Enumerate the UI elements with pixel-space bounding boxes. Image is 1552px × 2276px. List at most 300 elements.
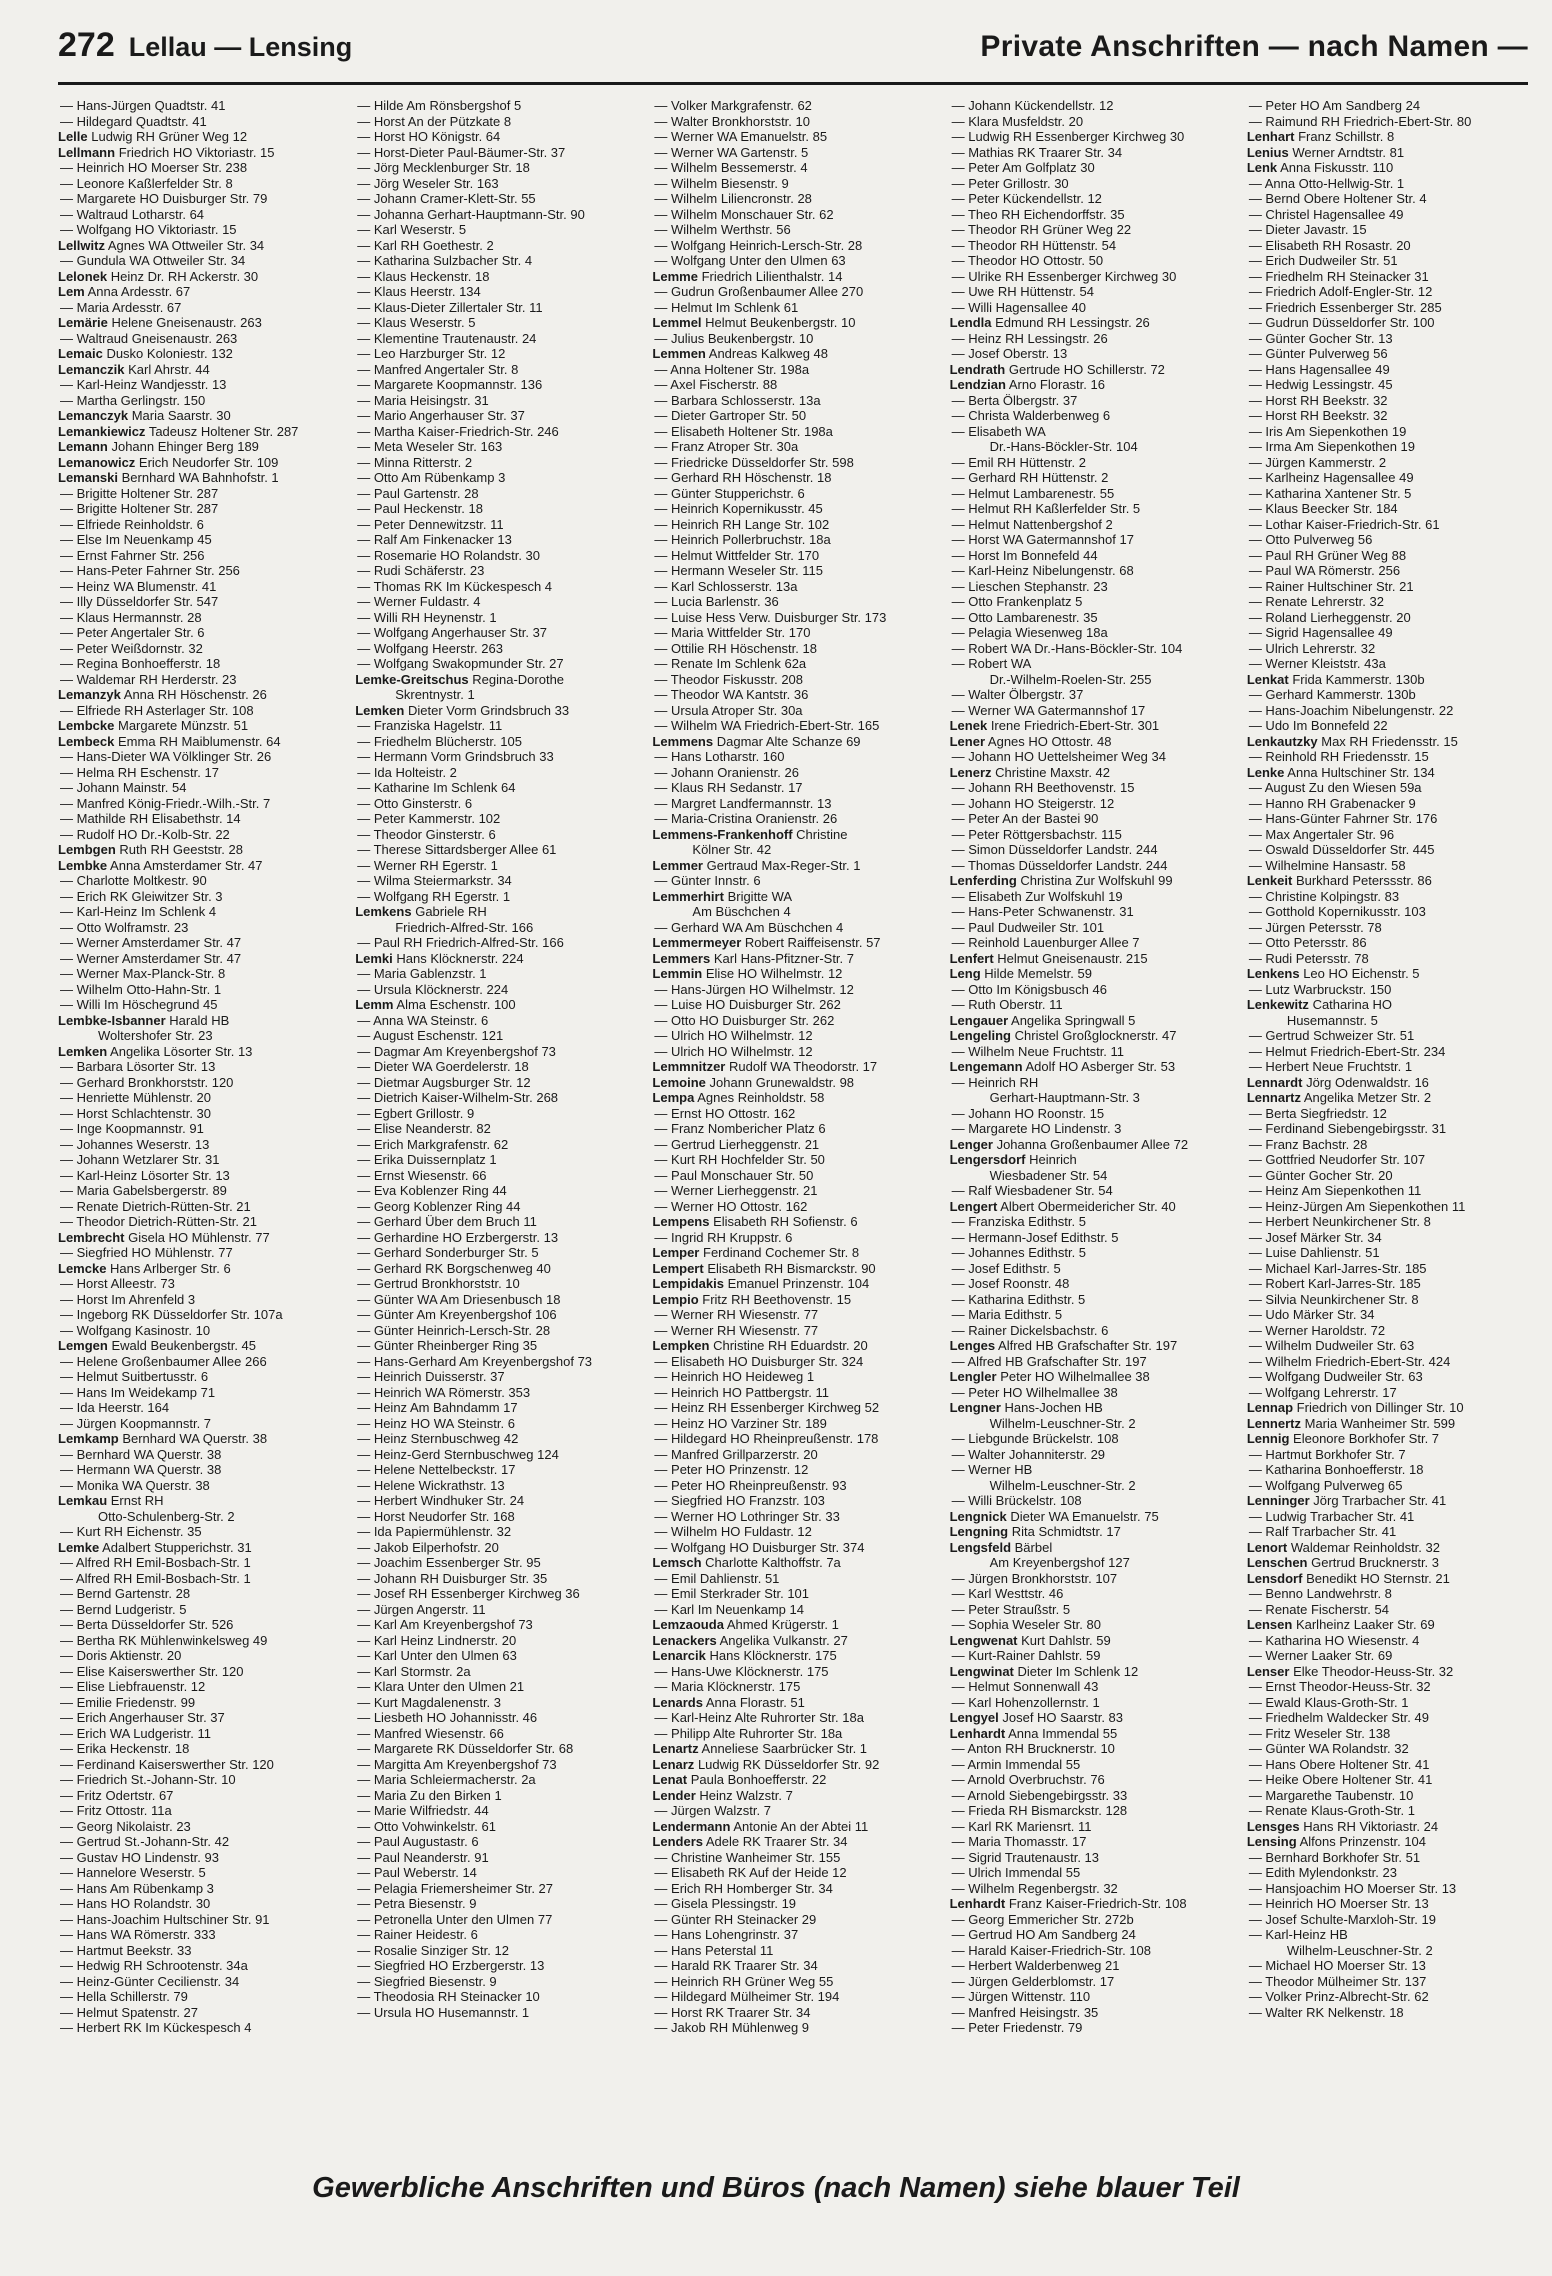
surname: Lengner <box>949 1400 1001 1415</box>
entry-text: Ludwig RH Grüner Weg 12 <box>91 129 248 144</box>
entry-text: — Heinrich RH Lange Str. 102 <box>654 516 830 532</box>
surname: Lenhardt <box>949 1896 1006 1911</box>
entry-text: — Peter Angertaler Str. 6 <box>60 625 205 640</box>
entry-text: — Margarete Koopmannstr. 136 <box>357 377 543 392</box>
entry-text: — Bernd Obere Holtener Str. 4 <box>1248 191 1427 206</box>
listing-entry <box>58 1214 345 1230</box>
entry-text: — Gudrun Großenbaumer Allee 270 <box>654 284 864 299</box>
entry-text: Skrentnystr. 1 <box>395 687 475 702</box>
listing-entry <box>58 1974 345 1990</box>
listing-entry <box>950 2005 1237 2021</box>
listing-entry <box>950 1493 1237 1509</box>
entry-text: Christine Maxstr. 42 <box>995 764 1111 780</box>
listing-entry <box>950 284 1237 300</box>
entry-text: — Sigrid Hagensallee 49 <box>1248 625 1393 640</box>
surname-entry <box>950 873 1237 889</box>
listing-entry <box>652 1524 939 1540</box>
surname: Lengwenat <box>949 1632 1018 1648</box>
surname-entry <box>652 1245 939 1261</box>
entry-text: — Karl-Heinz Alte Ruhrorter Str. 18a <box>654 1710 864 1725</box>
entry-text: — Alfred RH Emil-Bosbach-Str. 1 <box>60 1570 251 1586</box>
listing-entry <box>652 687 939 703</box>
listing-entry <box>950 1819 1237 1835</box>
surname: Lelonek <box>58 268 108 284</box>
entry-text: — Heinrich Kopernikusstr. 45 <box>654 501 823 516</box>
entry-text: — Heinz RH Essenberger Kirchweg 52 <box>654 1400 880 1415</box>
entry-text: — Horst Im Bonnefeld 44 <box>951 547 1098 563</box>
listing-entry <box>355 1214 642 1230</box>
listing-entry <box>58 1323 345 1339</box>
listing-entry <box>1247 889 1534 905</box>
entry-text: — Helmut Suitbertusstr. 6 <box>60 1369 209 1384</box>
listing-entry <box>58 300 345 316</box>
surname: Lender <box>652 1787 696 1803</box>
listing-entry <box>355 222 642 238</box>
surname: Lenger <box>949 1136 993 1152</box>
listing-entry <box>58 2020 345 2036</box>
entry-text: Am Kreyenbergshof 127 <box>989 1555 1130 1570</box>
listing-entry <box>652 1400 939 1416</box>
listing-entry <box>1247 346 1534 362</box>
entry-text: Christel Großglocknerstr. 47 <box>1014 1028 1177 1043</box>
entry-text: — Renate Dietrich-Rütten-Str. 21 <box>60 1198 251 1214</box>
entry-text: — Günter Heinrich-Lersch-Str. 28 <box>357 1322 551 1338</box>
entry-text: — Werner Laaker Str. 69 <box>1248 1648 1393 1663</box>
listing-entry <box>1247 1168 1534 1184</box>
entry-text: — Franziska Edithstr. 5 <box>951 1214 1086 1229</box>
entry-text: — Erika Duissernplatz 1 <box>357 1152 497 1167</box>
listing-entry <box>950 1292 1237 1308</box>
listing-entry <box>652 579 939 595</box>
surname: Lennig <box>1246 1431 1290 1446</box>
entry-text: — Heinrich WA Römerstr. 353 <box>357 1384 531 1400</box>
surname: Lengemann <box>949 1059 1023 1074</box>
entry-text: Anneliese Saarbrücker Str. 1 <box>701 1741 868 1756</box>
entry-text: — Herbert Windhuker Str. 24 <box>357 1493 525 1508</box>
entry-text: — Hedwig RH Schrootenstr. 34a <box>60 1958 248 1973</box>
entry-text: — Katharina Edithstr. 5 <box>951 1291 1086 1307</box>
entry-text: — Hannelore Weserstr. 5 <box>60 1865 206 1880</box>
surname-entry <box>950 734 1237 750</box>
listing-entry <box>1247 1462 1534 1478</box>
surname: Lemankiewicz <box>58 423 146 439</box>
entry-text: Waldemar Reinholdstr. 32 <box>1290 1539 1440 1555</box>
entry-text: — Dagmar Am Kreyenbergshof 73 <box>357 1043 556 1059</box>
listing-entry <box>652 362 939 378</box>
entry-text: Johann Grunewaldstr. 98 <box>709 1074 855 1090</box>
listing-entry <box>355 1276 642 1292</box>
listing-entry <box>58 780 345 796</box>
surname: Lembrecht <box>58 1229 125 1245</box>
listing-entry <box>652 2005 939 2021</box>
entry-text: — Volker Markgrafenstr. 62 <box>654 98 812 113</box>
listing-entry <box>652 300 939 316</box>
listing-entry <box>58 1834 345 1850</box>
entry-text: — Paul Neanderstr. 91 <box>357 1849 489 1865</box>
listing-entry <box>355 1075 642 1091</box>
entry-text: Ferdinand Cochemer Str. 8 <box>703 1245 860 1260</box>
entry-text: — Reinhold Lauenburger Allee 7 <box>951 935 1140 950</box>
entry-text: — Theodor WA Kantstr. 36 <box>654 687 809 702</box>
entry-text: — Erich RK Gleiwitzer Str. 3 <box>60 888 223 904</box>
listing-entry <box>355 1726 642 1742</box>
listing-entry <box>58 1168 345 1184</box>
entry-text: — Josef Schulte-Marxloh-Str. 19 <box>1248 1911 1436 1927</box>
listing-entry <box>652 1028 939 1044</box>
entry-text: — Wolfgang HO Viktoriastr. 15 <box>60 222 237 237</box>
surname: Lenhart <box>1246 129 1295 144</box>
address-continuation <box>950 439 1237 455</box>
listing-entry <box>652 455 939 471</box>
surname-entry <box>652 1276 939 1292</box>
entry-text: — Werner WA Emanuelstr. 85 <box>654 129 828 144</box>
listing-entry <box>58 625 345 641</box>
entry-text: — Horst RH Beekstr. 32 <box>1248 408 1388 423</box>
listing-entry <box>355 1881 642 1897</box>
entry-text: — Ulrike RH Essenberger Kirchweg 30 <box>951 268 1177 284</box>
listing-entry <box>950 1865 1237 1881</box>
entry-text: Albert Obermeidericher Str. 40 <box>1000 1198 1176 1214</box>
listing-entry <box>652 114 939 130</box>
entry-text: Gertrude HO Schillerstr. 72 <box>1008 361 1165 377</box>
entry-text: — Wilhelmine Hansastr. 58 <box>1248 857 1406 873</box>
entry-text: — Wilhelm Friedrich-Ebert-Str. 424 <box>1248 1353 1451 1369</box>
listing-entry <box>58 1307 345 1323</box>
entry-text: — Theodor Mülheimer Str. 137 <box>1248 1973 1427 1989</box>
entry-text: — Fritz Odertstr. 67 <box>60 1787 174 1803</box>
entry-text: — Gerhard Über dem Bruch 11 <box>357 1214 537 1229</box>
listing-entry <box>355 718 642 734</box>
listing-entry <box>950 408 1237 424</box>
listing-entry <box>950 1075 1237 1091</box>
entry-text: — Klaus-Dieter Zillertaler Str. 11 <box>357 299 543 315</box>
address-continuation <box>950 1168 1237 1184</box>
listing-entry <box>355 1865 642 1881</box>
listing-entry <box>652 129 939 145</box>
entry-text: Wilhelm-Leuschner-Str. 2 <box>989 1415 1136 1431</box>
listing-entry <box>950 424 1237 440</box>
entry-text: — Ursula Klöcknerstr. 224 <box>357 981 509 997</box>
listing-entry <box>58 563 345 579</box>
entry-text: — Maria Gabelsbergerstr. 89 <box>60 1183 227 1198</box>
entry-text: Emma RH Maiblumenstr. 64 <box>118 733 281 749</box>
surname: Lemmnitzer <box>652 1059 726 1074</box>
footer-note: Gewerbliche Anschriften und Büros (nach Namen) siehe blauer Teil <box>312 2172 1240 2204</box>
entry-text: Heinrich <box>1029 1152 1077 1167</box>
listing-entry <box>58 579 345 595</box>
listing-entry <box>1247 1881 1534 1897</box>
listing-entry <box>950 548 1237 564</box>
entry-text: Rudolf WA Theodorstr. 17 <box>729 1059 878 1074</box>
entry-text: — Helene Wickrathstr. 13 <box>357 1477 505 1493</box>
entry-text: — Werner WA Gatermannshof 17 <box>951 702 1146 718</box>
listing-entry <box>652 191 939 207</box>
entry-text: Harald HB <box>169 1012 230 1028</box>
entry-text: — Margarete HO Lindenstr. 3 <box>951 1121 1122 1136</box>
listing-entry <box>58 610 345 626</box>
entry-text: — Egbert Grillostr. 9 <box>357 1105 475 1121</box>
listing-entry <box>652 1958 939 1974</box>
entry-text: Gabriele RH <box>415 904 487 919</box>
entry-text: — Hans-Gerhard Am Kreyenbergshof 73 <box>357 1353 593 1369</box>
entry-text: — Otto Am Rübenkamp 3 <box>357 470 506 485</box>
surname: Lengwinat <box>949 1663 1014 1679</box>
entry-text: — Willi Hagensallee 40 <box>951 299 1087 315</box>
entry-text: Friedrich HO Viktoriastr. 15 <box>118 144 275 160</box>
entry-text: — Ernst HO Ottostr. 162 <box>654 1105 796 1121</box>
entry-text: — Roland Lierheggenstr. 20 <box>1248 609 1411 625</box>
listing-entry <box>950 1462 1237 1478</box>
entry-text: — Heinrich HO Moerser Str. 238 <box>60 160 248 175</box>
listing-entry <box>1247 935 1534 951</box>
listing-entry <box>58 1648 345 1664</box>
listing-entry <box>355 1137 642 1153</box>
surname: Lemper <box>652 1245 700 1260</box>
listing-entry <box>58 114 345 130</box>
entry-text: — Lutz Warbruckstr. 150 <box>1248 981 1392 997</box>
entry-text: — Michael HO Moerser Str. 13 <box>1248 1958 1426 1973</box>
entry-text: — Heinz HO WA Steinstr. 6 <box>357 1415 515 1431</box>
listing-entry <box>355 1571 642 1587</box>
listing-entry <box>652 1586 939 1602</box>
listing-entry <box>58 1726 345 1742</box>
entry-text: — Elisabeth RH Rosastr. 20 <box>1248 237 1411 253</box>
entry-text: — Wolfgang Dudweiler Str. 63 <box>1248 1369 1423 1384</box>
entry-text: Ludwig RK Düsseldorfer Str. 92 <box>697 1756 880 1772</box>
entry-text: — Peter Am Golfplatz 30 <box>951 160 1095 175</box>
listing-entry <box>355 1927 642 1943</box>
entry-text: Otto-Schulenberg-Str. 2 <box>98 1508 235 1524</box>
entry-text: — Karl-Heinz Wandjesstr. 13 <box>60 377 227 392</box>
surname-entry <box>652 346 939 362</box>
listing-entry <box>355 129 642 145</box>
entry-text: — Gotthold Kopernikusstr. 103 <box>1248 904 1426 919</box>
entry-text: — Jakob RH Mühlenweg 9 <box>654 2020 810 2035</box>
entry-text: — Hermann-Josef Edithstr. 5 <box>951 1229 1119 1245</box>
listing-entry <box>950 889 1237 905</box>
surname: Lemkau <box>58 1493 108 1508</box>
entry-text: — Horst Im Ahrenfeld 3 <box>60 1291 196 1307</box>
entry-text: — Ida Holteistr. 2 <box>357 764 457 780</box>
surname-entry <box>58 284 345 300</box>
listing-entry <box>1247 439 1534 455</box>
entry-text: — Rudolf HO Dr.-Kolb-Str. 22 <box>60 826 230 842</box>
listing-entry <box>652 765 939 781</box>
listing-entry <box>950 98 1237 114</box>
listing-entry <box>950 1927 1237 1943</box>
surname: Lendzian <box>949 377 1006 392</box>
entry-text: — Brigitte Holtener Str. 287 <box>60 501 219 516</box>
entry-text: Johann Ehinger Berg 189 <box>111 439 259 454</box>
listing-entry <box>950 780 1237 796</box>
surname-entry <box>58 1493 345 1509</box>
surname: Lemanczyk <box>58 408 129 423</box>
entry-text: — Maria Zu den Birken 1 <box>357 1787 502 1803</box>
entry-text: Kölner Str. 42 <box>692 842 772 857</box>
section-title: Private Anschriften — nach Namen — <box>980 30 1528 63</box>
entry-text: — Karl Unter den Ulmen 63 <box>357 1648 517 1663</box>
surname: Lemkamp <box>58 1431 119 1446</box>
entry-text: — Karl-Heinz HB <box>1248 1927 1348 1942</box>
surname-entry <box>58 687 345 703</box>
listing-entry <box>950 331 1237 347</box>
entry-text: Hans Klöcknerstr. 175 <box>709 1648 837 1663</box>
entry-text: — Wilhelm Otto-Hahn-Str. 1 <box>60 981 222 997</box>
surname: Lemkens <box>355 904 412 919</box>
page-number: 272 <box>58 26 115 64</box>
entry-text: Dieter Im Schlenk 12 <box>1017 1663 1139 1679</box>
listing-entry <box>950 1230 1237 1246</box>
entry-text: — Ottilie RH Höschenstr. 18 <box>654 640 817 656</box>
listing-entry <box>355 191 642 207</box>
listing-entry <box>58 1416 345 1432</box>
listing-entry <box>355 1385 642 1401</box>
listing-entry <box>950 594 1237 610</box>
entry-text: — Günter Stupperichstr. 6 <box>654 485 805 501</box>
entry-text: Wilhelm-Leuschner-Str. 2 <box>989 1477 1136 1493</box>
listing-entry <box>950 1741 1237 1757</box>
entry-text: — Klaus Hermannstr. 28 <box>60 609 202 625</box>
surname: Lengnick <box>949 1508 1007 1524</box>
surname: Lenarz <box>652 1756 695 1772</box>
surname-entry <box>1247 1617 1534 1633</box>
surname: Lemmermeyer <box>652 935 742 950</box>
surname: Lemanski <box>58 470 118 485</box>
listing-entry <box>355 1013 642 1029</box>
entry-text: — Helene Großenbaumer Allee 266 <box>60 1353 267 1369</box>
listing-entry <box>355 377 642 393</box>
listing-entry <box>652 1183 939 1199</box>
listing-entry <box>355 1478 642 1494</box>
entry-text: Max RH Friedensstr. 15 <box>1321 733 1458 749</box>
entry-text: Wilhelm-Leuschner-Str. 2 <box>1286 1942 1433 1958</box>
entry-text: — Uwe RH Hüttenstr. 54 <box>951 284 1094 299</box>
listing-entry <box>355 1555 642 1571</box>
entry-text: — Theodor Dietrich-Rütten-Str. 21 <box>60 1214 258 1229</box>
surname: Lensen <box>1246 1617 1293 1632</box>
entry-text: — Herbert Walderbenweg 21 <box>951 1958 1120 1973</box>
listing-entry <box>652 1927 939 1943</box>
entry-text: — Petronella Unter den Ulmen 77 <box>357 1911 553 1927</box>
entry-text: — Karl Westtstr. 46 <box>951 1586 1064 1601</box>
surname-entry <box>58 346 345 362</box>
surname-entry <box>1247 672 1534 688</box>
entry-text: — Günter Pulverweg 56 <box>1248 346 1388 361</box>
listing-entry <box>58 1865 345 1881</box>
entry-text: — Gertrud Bronkhorststr. 10 <box>357 1276 520 1291</box>
entry-text: — Peter Weißdornstr. 32 <box>60 640 203 656</box>
listing-entry <box>950 1586 1237 1602</box>
listing-entry <box>355 656 642 672</box>
entry-text: Alfred HB Grafschafter Str. 197 <box>998 1338 1178 1353</box>
entry-text: — Liesbeth HO Johannisstr. 46 <box>357 1710 538 1725</box>
entry-text: — Luise Hess Verw. Duisburger Str. 173 <box>654 609 887 625</box>
entry-text: — Katharina Xantener Str. 5 <box>1248 485 1412 501</box>
listing-entry <box>652 610 939 626</box>
entry-text: — Johann HO Uettelsheimer Weg 34 <box>951 749 1166 764</box>
listing-entry <box>1247 811 1534 827</box>
listing-entry <box>355 579 642 595</box>
listing-entry <box>652 1989 939 2005</box>
entry-text: — Wolfgang Heerstr. 263 <box>357 640 503 656</box>
entry-text: — Hermann Weseler Str. 115 <box>654 563 823 578</box>
entry-text: Helmut Gneisenaustr. 215 <box>997 950 1148 966</box>
surname: Lenius <box>1246 144 1289 160</box>
entry-text: — Ewald Klaus-Groth-Str. 1 <box>1248 1694 1409 1710</box>
entry-text: — Inge Koopmannstr. 91 <box>60 1121 204 1136</box>
entry-text: — Ruth Oberstr. 11 <box>951 997 1063 1012</box>
listing-entry <box>355 424 642 440</box>
surname: Lempidakis <box>652 1276 724 1291</box>
entry-text: Regina-Dorothe <box>472 671 565 687</box>
listing-entry <box>1247 951 1534 967</box>
listing-entry <box>1247 827 1534 843</box>
entry-text: — Margitta Am Kreyenbergshof 73 <box>357 1756 557 1772</box>
entry-text: — Willi RH Heynenstr. 1 <box>357 609 497 625</box>
surname-entry <box>1247 1555 1534 1571</box>
surname: Lenke <box>1246 764 1285 780</box>
entry-text: — Maria Ardesstr. 67 <box>60 299 182 315</box>
entry-text: — Charlotte Moltkestr. 90 <box>60 873 207 888</box>
entry-text: — Maria Gablenzstr. 1 <box>357 966 487 981</box>
entry-text: — Franz Bachstr. 28 <box>1248 1136 1368 1152</box>
entry-text: — Klaus Weserstr. 5 <box>357 315 476 330</box>
surname-entry <box>58 718 345 734</box>
surname: Lemaic <box>58 346 103 361</box>
column-2 <box>355 98 642 2158</box>
surname: Lenarcik <box>652 1648 706 1663</box>
surname-entry <box>950 1710 1237 1726</box>
surname: Lendla <box>949 315 992 330</box>
listing-entry <box>58 1292 345 1308</box>
address-continuation <box>1247 1943 1534 1959</box>
surname: Lemmen <box>652 346 706 361</box>
entry-text: — Ludwig Trarbacher Str. 41 <box>1248 1508 1415 1524</box>
listing-entry <box>950 1943 1237 1959</box>
entry-text: — Gerhard Sonderburger Str. 5 <box>357 1245 539 1260</box>
entry-text: — Anna Holtener Str. 198a <box>654 361 810 377</box>
entry-text: — Johann HO Steigerstr. 12 <box>951 795 1115 811</box>
entry-text: Anna Ardesstr. 67 <box>87 284 191 299</box>
listing-entry <box>652 1462 939 1478</box>
surname-entry <box>1247 1400 1534 1416</box>
entry-text: — Hildegard Mülheimer Str. 194 <box>654 1989 840 2004</box>
listing-entry <box>355 1586 642 1602</box>
surname-entry <box>1247 1416 1534 1432</box>
entry-text: — Berta Ölbergstr. 37 <box>951 392 1078 408</box>
surname: Lenk <box>1246 160 1278 175</box>
listing-entry <box>652 284 939 300</box>
surname-entry <box>58 1431 345 1447</box>
listing-entry <box>950 129 1237 145</box>
entry-text: Ewald Beukenbergstr. 45 <box>111 1338 257 1353</box>
entry-text: — Wolfgang Swakopmunder Str. 27 <box>357 656 564 671</box>
listing-entry <box>1247 532 1534 548</box>
entry-text: Karl Ahrstr. 44 <box>128 361 210 377</box>
surname-entry <box>58 858 345 874</box>
entry-text: — Otto Im Königsbusch 46 <box>951 981 1107 997</box>
surname-entry <box>652 1075 939 1091</box>
surname: Lemmin <box>652 966 703 981</box>
surname: Lengler <box>949 1369 997 1384</box>
listing-entry <box>652 920 939 936</box>
entry-text: — Rosemarie HO Rolandstr. 30 <box>357 547 540 563</box>
entry-text: — Peter Friedenstr. 79 <box>951 2020 1083 2035</box>
listing-entry <box>58 1199 345 1215</box>
entry-text: — Regina Bonhoefferstr. 18 <box>60 656 221 671</box>
address-continuation <box>652 904 939 920</box>
listing-entry <box>950 2020 1237 2036</box>
